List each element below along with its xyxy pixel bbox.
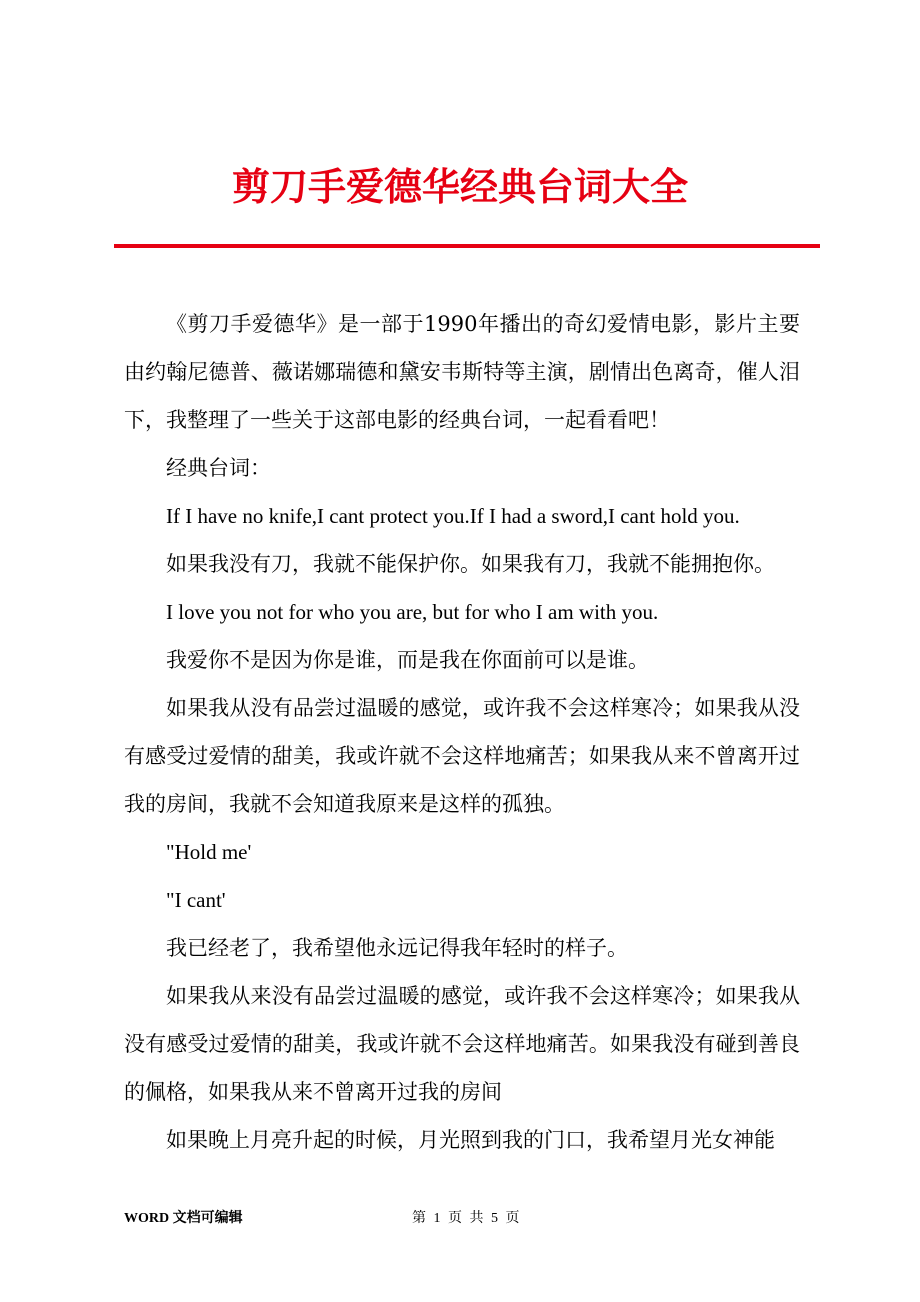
quote-english: If I have no knife,I cant protect you.If I had a sword,I cant hold you. bbox=[166, 504, 740, 528]
document-body bbox=[124, 300, 800, 1164]
quote-paragraph: 如果晚上月亮升起的时候，月光照到我的门口，我希望月光女神能 bbox=[166, 1128, 775, 1152]
footer-page-number: 第 1 页 共 5 页 bbox=[412, 1211, 520, 1226]
title-divider bbox=[114, 244, 820, 248]
intro-paragraph: 《剪刀手爱德华》是一部于1990年播出的奇幻爱情电影，影片主要由约翰尼德普、薇诺娜瑞德和黛安韦斯特等主演，剧情出色离奇，催人泪下，我整理了一些关于这部电影的经典台词，一起看看吧！ bbox=[124, 312, 800, 432]
quote-english: I love you not for who you are, but for who I am with you. bbox=[166, 600, 659, 624]
quote-chinese: 我爱你不是因为你是谁，而是我在你面前可以是谁。 bbox=[166, 648, 649, 672]
quote-english: "Hold me' bbox=[166, 840, 252, 864]
quote-paragraph: 如果我从没有品尝过温暖的感觉，或许我不会这样寒冷；如果我从没有感受过爱情的甜美，我或许就不会这样地痛苦；如果我从来不曾离开过我的房间，我就不会知道我原来是这样的孤独。 bbox=[124, 696, 800, 816]
quote-chinese: 我已经老了，我希望他永远记得我年轻时的样子。 bbox=[166, 936, 628, 960]
page-title: 剪刀手爱德华经典台词大全 bbox=[231, 164, 688, 209]
quote-english: "I cant' bbox=[166, 888, 226, 912]
footer-editable-label: WORD 文档可编辑 bbox=[124, 1211, 243, 1226]
quote-paragraph: 如果我从来没有品尝过温暖的感觉，或许我不会这样寒冷；如果我从没有感受过爱情的甜美，我或许就不会这样地痛苦。如果我没有碰到善良的佩格，如果我从来不曾离开过我的房间 bbox=[124, 984, 800, 1104]
section-heading: 经典台词： bbox=[166, 456, 271, 480]
quote-chinese: 如果我没有刀，我就不能保护你。如果我有刀，我就不能拥抱你。 bbox=[166, 552, 775, 576]
